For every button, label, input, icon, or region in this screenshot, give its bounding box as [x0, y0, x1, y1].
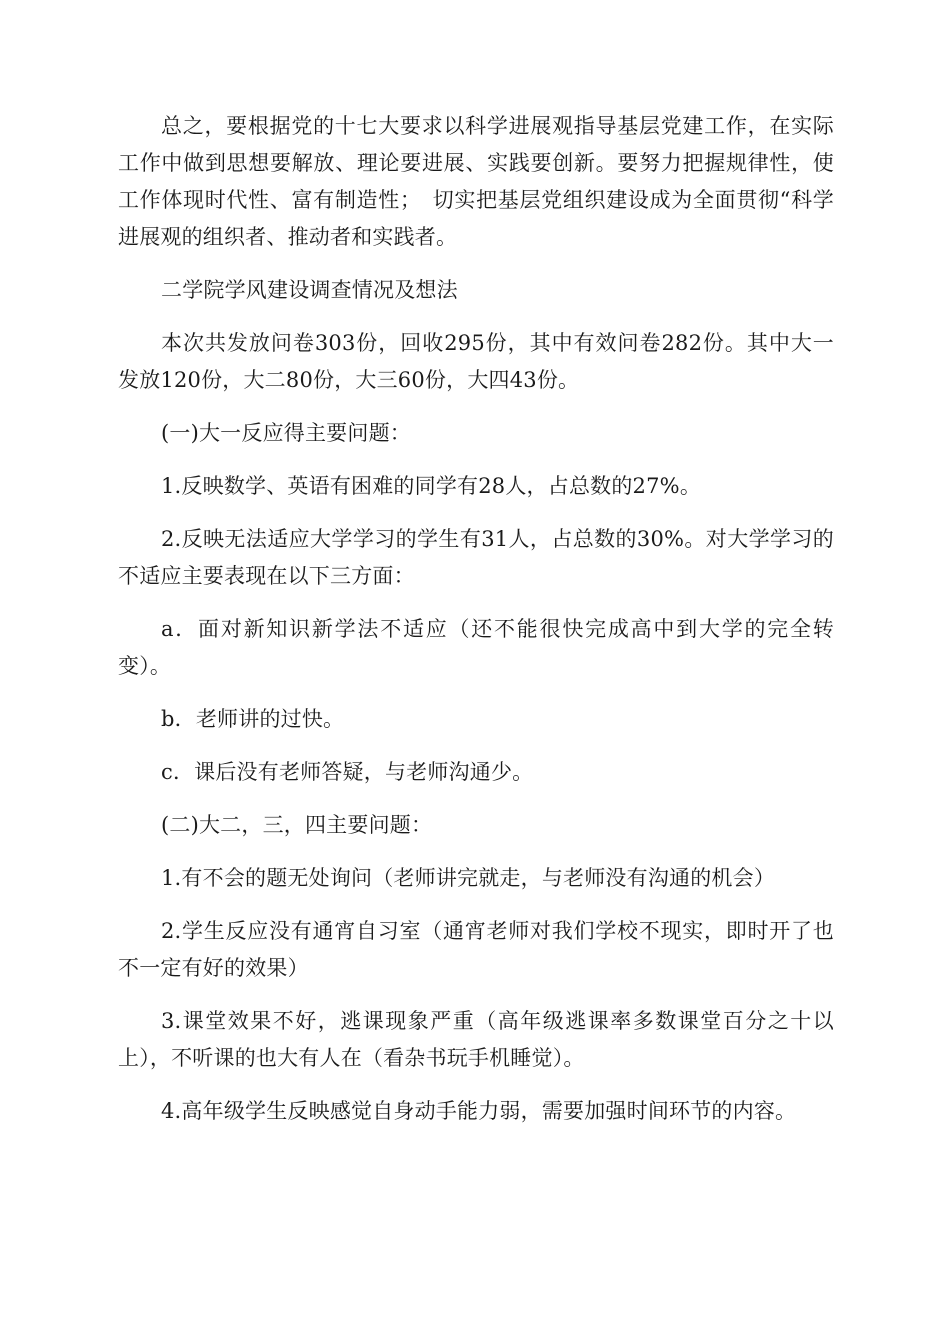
list-item-freshman-2a: a．面对新知识新学法不适应（还不能很快完成高中到大学的完全转变）。 [118, 617, 834, 678]
paragraph-summary: 总之，要根据党的十七大要求以科学进展观指导基层党建工作，在实际工作中做到思想要解放、理论要进展、实践要创新。要努力把握规律性，使工作体现时代性、富有制造性； 切实把基层党组织建设成为全面贯彻“科学进展观的组织者、推动者和实践者。 [118, 114, 834, 249]
section-heading-study-style: 二学院学风建设调查情况及想法 [161, 278, 458, 302]
list-item-freshman-2b: b．老师讲的过快。 [161, 707, 345, 731]
subheading-upper-year-issues: (二)大二，三，四主要问题： [161, 813, 433, 837]
subheading-freshman-issues: (一)大一反应得主要问题： [161, 421, 411, 445]
document-body [118, 108, 834, 1146]
list-item-upper-2: 2.学生反应没有通宵自习室（通宵老师对我们学校不现实，即时开了也不一定有好的效果） [118, 919, 834, 980]
list-item-upper-4: 4.高年级学生反映感觉自身动手能力弱，需要加强时间环节的内容。 [161, 1099, 797, 1123]
paragraph-survey-overview: 本次共发放问卷303份，回收295份，其中有效问卷282份。其中大一发放120份，大二80份，大三60份，大四43份。 [118, 331, 834, 392]
list-item-freshman-2c: c．课后没有老师答疑，与老师沟通少。 [161, 760, 534, 784]
list-item-upper-3: 3.课堂效果不好，逃课现象严重（高年级逃课率多数课堂百分之十以上），不听课的也大有人在（看杂书玩手机睡觉）。 [118, 1009, 834, 1070]
list-item-upper-1: 1.有不会的题无处询问（老师讲完就走，与老师没有沟通的机会） [161, 866, 776, 890]
list-item-freshman-1: 1.反映数学、英语有困难的同学有28人，占总数的27%。 [161, 474, 702, 498]
list-item-freshman-2: 2.反映无法适应大学学习的学生有31人，占总数的30%。对大学学习的不适应主要表现在以下三方面： [118, 527, 834, 588]
